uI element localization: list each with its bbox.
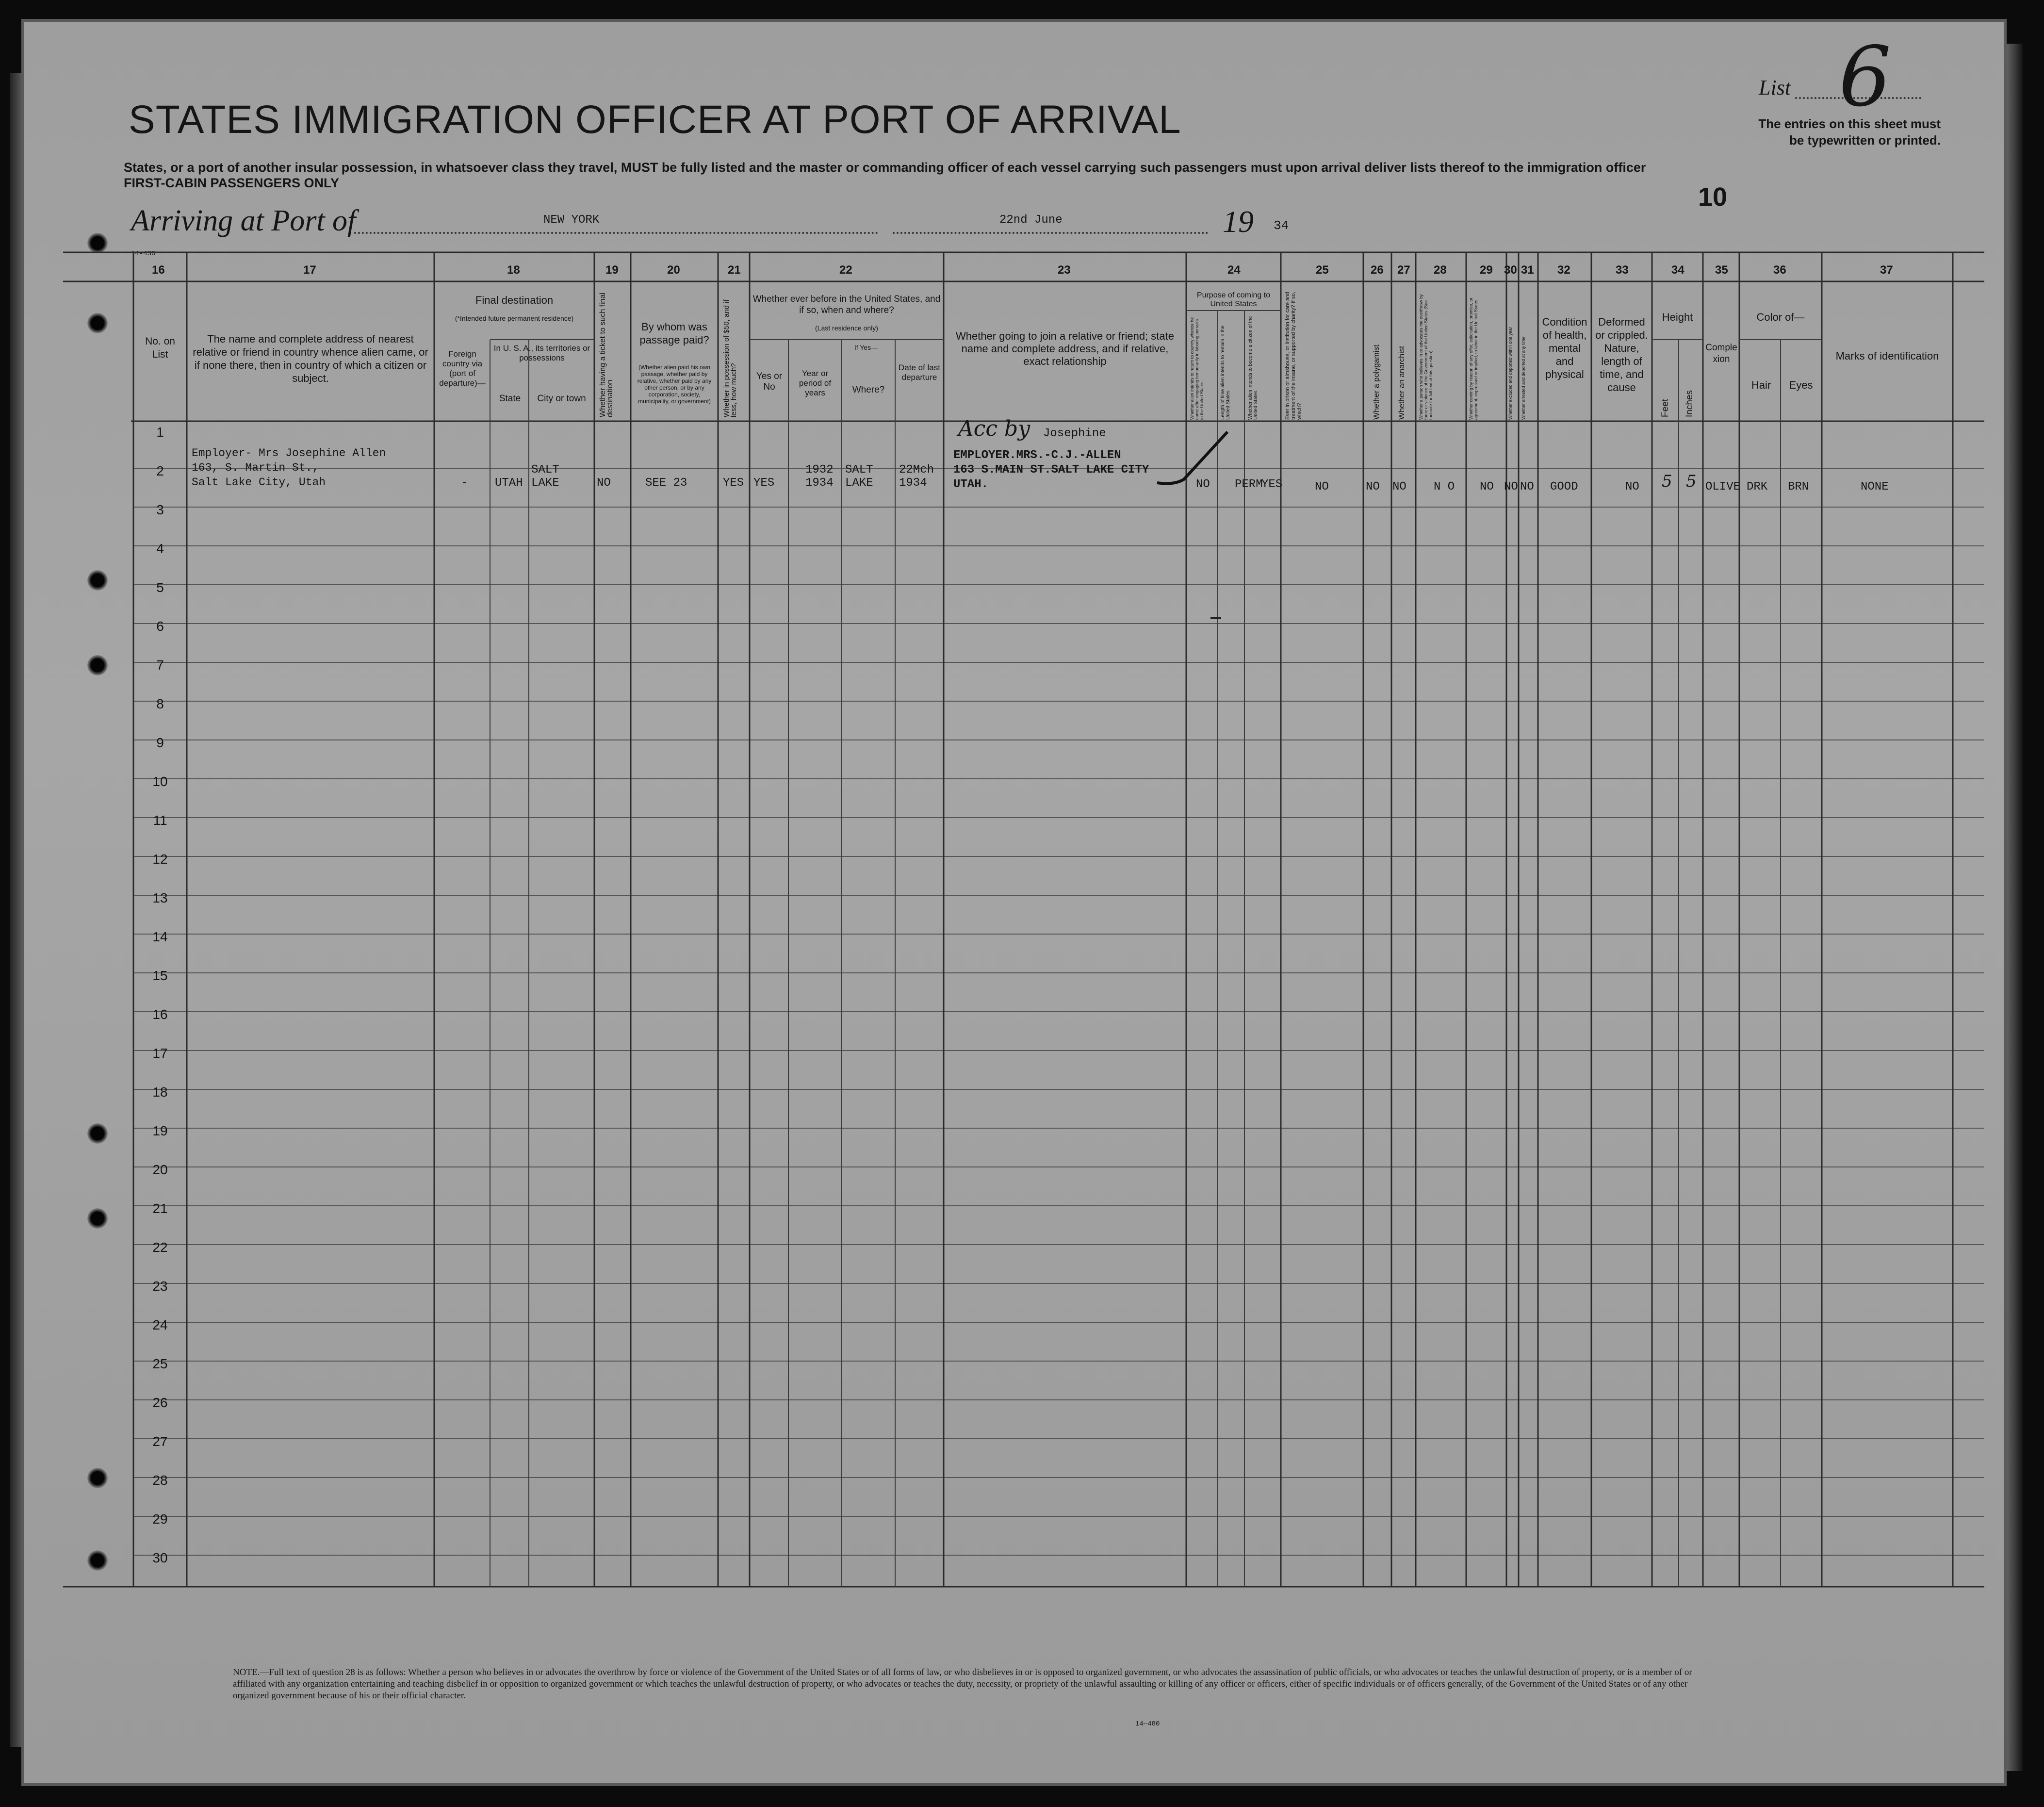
heading-by-whom-paid-note: (Whether alien paid his own passage, whether paid by relative, whether paid by any other person, or by any corporation, society, municipality, or government) xyxy=(637,364,712,405)
heading-possession-50: Whether in possession of $50, and if less, how much? xyxy=(722,299,738,417)
row-number: 28 xyxy=(152,1473,168,1488)
entry-polygamist: NO xyxy=(1366,480,1380,493)
row-number: 18 xyxy=(152,1084,168,1100)
stray-mark xyxy=(1210,617,1221,619)
arriving-label: Arriving at Port of xyxy=(131,204,356,237)
heading-purpose-citizen: Whether alien intends to become a citizen of the United States xyxy=(1248,316,1259,420)
column-number: 37 xyxy=(1880,263,1893,277)
row-number: 22 xyxy=(152,1240,168,1255)
column-number: 25 xyxy=(1316,263,1329,277)
entry-hair: DRK xyxy=(1747,480,1768,493)
entry-departure-date: 1934 xyxy=(899,476,927,490)
column-number: 22 xyxy=(839,263,852,277)
heading-final-destination-note: (*Intended future permanent residence) xyxy=(455,314,574,322)
column-number: 29 xyxy=(1480,263,1493,277)
column-number: 16 xyxy=(152,263,165,277)
heading-ticket: Whether having a ticket to such final destination xyxy=(599,292,614,417)
column-number: 19 xyxy=(605,263,619,277)
heading-complexion: Complexion xyxy=(1705,343,1737,364)
row-number: 11 xyxy=(153,813,167,828)
entry-period: 1932 xyxy=(805,463,834,476)
heading-city-or-town: City or town xyxy=(537,394,586,404)
row-number: 13 xyxy=(152,890,168,905)
heading-prison: Ever in prison or almshouse, or institution for care and treatment of the insane, or supported by charity? If so, which? xyxy=(1285,292,1302,420)
port-value: NEW YORK xyxy=(543,214,600,227)
entry-q28: N O xyxy=(1434,480,1455,493)
entry-city: SALT xyxy=(531,463,559,476)
column-number: 28 xyxy=(1434,263,1447,277)
entry-feet: 5 xyxy=(1662,472,1672,491)
heading-year-or-period: Year or period of years xyxy=(799,369,832,397)
entry-eyes: BRN xyxy=(1788,480,1809,493)
date-value: 22nd June xyxy=(999,214,1063,227)
row-number: 29 xyxy=(152,1511,168,1527)
column-number: 18 xyxy=(507,263,520,277)
entry-period: 1934 xyxy=(805,476,834,490)
row-number: 5 xyxy=(156,580,164,595)
heading-date-last-departure: Date of last departure xyxy=(899,363,940,382)
entry-join-name: Josephine xyxy=(1043,427,1106,440)
heading-where: Where? xyxy=(852,385,885,395)
heading-if-yes: If Yes— xyxy=(854,344,878,351)
heading-join-relative: Whether going to join a relative or friend; state name and complete address, and if relative, exact relationship xyxy=(955,330,1175,367)
column-number: 34 xyxy=(1671,263,1684,277)
entry-foreign-country: - xyxy=(461,476,468,490)
row-number: 25 xyxy=(152,1356,168,1371)
heading-yes-or-no: Yes or No xyxy=(756,371,783,392)
entry-citizen: YES xyxy=(1261,478,1283,491)
entry-paid-by: SEE 23 xyxy=(645,476,687,490)
heading-eyes: Eyes xyxy=(1789,379,1813,391)
entry-deformed: NO xyxy=(1625,480,1639,493)
header-instruction-line: States, or a port of another insular possession, in whatsoever class they travel, MUST be fully listed and the master or commanding officer of each vessel carrying such passengers must upon arrival deliver lists thereof to the immigration officer xyxy=(124,160,1646,175)
heading-inches: Inches xyxy=(1684,390,1695,417)
heading-purpose: Purpose of coming to United States xyxy=(1196,291,1271,308)
row-number: 21 xyxy=(152,1201,168,1216)
column-number: 30 xyxy=(1504,263,1517,277)
row-number: 30 xyxy=(152,1550,168,1565)
column-number: 24 xyxy=(1227,263,1241,277)
entry-inches: 5 xyxy=(1686,472,1697,491)
column-number: 20 xyxy=(667,263,680,277)
entry-anarchist: NO xyxy=(1392,480,1406,493)
heading-q29: Whether coming by reason of any offer, solicitation, promise, or agreement, expressed or implied, to labor in the United States xyxy=(1469,297,1478,420)
heading-q31: Whether arrested and deported at any time xyxy=(1521,336,1526,420)
entry-possession-50: YES xyxy=(723,476,744,490)
list-label: List xyxy=(1759,76,1791,99)
instruction-line: be typewritten or printed. xyxy=(1789,133,1941,148)
entry-q30: NO xyxy=(1504,480,1518,493)
heading-nearest-relative: The name and complete address of nearest relative or friend in country whence alien came, or if none there, then in country of which a citizen or subject. xyxy=(193,333,428,384)
row-number: 4 xyxy=(156,541,164,556)
row-number: 17 xyxy=(152,1046,168,1061)
entry-complexion: OLIVE xyxy=(1705,480,1741,493)
heading-final-destination: Final destination xyxy=(475,294,554,306)
year-prefix: 19 xyxy=(1223,204,1254,239)
column-number: 21 xyxy=(728,263,741,277)
column-number: 35 xyxy=(1715,263,1728,277)
entry-where: LAKE xyxy=(845,476,873,490)
footnote-code: 14—480 xyxy=(1135,1720,1160,1728)
row-number: 8 xyxy=(156,696,164,711)
column-number: 27 xyxy=(1397,263,1410,277)
row-number: 16 xyxy=(152,1007,168,1022)
column-number: 36 xyxy=(1773,263,1786,277)
column-number: 23 xyxy=(1058,263,1071,277)
heading-height: Height xyxy=(1662,311,1693,323)
row-number: 23 xyxy=(152,1279,168,1294)
form-code: 14-430 xyxy=(131,250,156,258)
heading-purpose-length: Length of time alien intends to remain in the United States xyxy=(1220,325,1231,420)
row-number: 12 xyxy=(152,852,168,867)
entry-join-annotation: Acc by xyxy=(958,416,1030,441)
row-number: 10 xyxy=(152,774,168,789)
row-number: 19 xyxy=(152,1123,168,1138)
heading-deformed: Deformed or crippled. Nature, length of time, and cause xyxy=(1595,316,1648,394)
heading-q30: Whether excluded and deported within one year xyxy=(1508,327,1513,420)
entry-join-line: 163 S.MAIN ST.SALT LAKE CITY xyxy=(953,463,1149,476)
entry-ticket: NO xyxy=(597,476,611,490)
entry-q29: NO xyxy=(1480,480,1494,493)
heading-condition: Condition of health, mental and physical xyxy=(1542,316,1587,380)
entry-relative-line: Employer- Mrs Josephine Allen xyxy=(192,447,386,460)
entry-q31: NO xyxy=(1520,480,1534,493)
row-number: 26 xyxy=(152,1395,168,1410)
row-number: 7 xyxy=(156,657,164,673)
row-number: 20 xyxy=(152,1162,168,1177)
entry-length: PERM xyxy=(1235,478,1263,491)
row-number: 9 xyxy=(156,735,164,750)
heading-polygamist: Whether a polygamist xyxy=(1373,345,1381,420)
heading-marks: Marks of identification xyxy=(1835,350,1939,362)
heading-ever-before: Whether ever before in the United States, and if so, when and where? xyxy=(752,294,941,315)
entry-return: NO xyxy=(1196,478,1210,491)
column-number: 31 xyxy=(1521,263,1534,277)
first-cabin-label: FIRST-CABIN PASSENGERS ONLY xyxy=(124,176,340,190)
row-number: 2 xyxy=(156,463,164,478)
row-number: 6 xyxy=(156,619,164,634)
check-mark xyxy=(1155,427,1232,490)
column-number: 26 xyxy=(1371,263,1384,277)
row-number: 1 xyxy=(156,425,164,440)
heading-foreign-country: Foreign country via (port of departure)— xyxy=(439,349,486,388)
entry-where: SALT xyxy=(845,463,873,476)
heading-no-on-list: No. on List xyxy=(145,336,175,360)
entry-join-line: UTAH. xyxy=(953,478,989,491)
entry-ever-before: YES xyxy=(753,476,775,490)
entry-relative-line: Salt Lake City, Utah xyxy=(192,476,326,489)
heading-feet: Feet xyxy=(1660,398,1670,417)
row-number: 24 xyxy=(152,1317,168,1332)
heading-by-whom-paid: By whom was passage paid? xyxy=(639,321,709,346)
year-suffix: 34 xyxy=(1274,218,1289,233)
heading-purpose-return: Whether alien intends to return to country whence he came after engaging temporarily in laboring pursuits in the United States xyxy=(1190,317,1204,420)
column-number: 17 xyxy=(303,263,316,277)
entry-state: UTAH xyxy=(495,476,523,490)
entry-join-line: EMPLOYER.MRS.-C.J.-ALLEN xyxy=(953,449,1121,462)
row-number: 14 xyxy=(152,929,168,944)
entry-relative-line: 163, S. Martin St., xyxy=(192,461,319,474)
entry-departure-date: 22Mch xyxy=(899,463,934,476)
column-number: 33 xyxy=(1616,263,1629,277)
entry-marks: NONE xyxy=(1861,480,1889,493)
list-number: 6 xyxy=(1839,29,1892,125)
entry-city: LAKE xyxy=(531,476,559,490)
page-number: 10 xyxy=(1698,182,1728,212)
heading-state: State xyxy=(499,394,521,404)
heading-in-usa: In U. S. A., its territories or possessions xyxy=(493,344,590,362)
footnote-question-28: NOTE.—Full text of question 28 is as follows: Whether a person who believes in or advocates the overthrow by force or violence of the Government of the United States or of all forms of law, or who disbelieves in or is opposed to organized government, or who advocates the assassination of public officials, or who advocates or teaches the unlawful destruction of property, or is a member of or affiliated with any organization entertaining and teaching disbelief in or opposition to organized government or which teaches the unlawful destruction of property, or who advocates or teaches the duty, necessity, or propriety of the unlawful assaulting or killing of any officer or officers, either of specific individuals or of officers generally, of the Government of the United States or of any other organized government because of his or their official character. xyxy=(233,1667,1692,1701)
heading-anarchist: Whether an anarchist xyxy=(1398,345,1406,420)
column-number: 32 xyxy=(1557,263,1570,277)
heading-color-of: Color of— xyxy=(1756,311,1805,323)
heading-last-residence: (Last residence only) xyxy=(815,324,878,332)
entry-prison: NO xyxy=(1315,480,1329,493)
heading-hair: Hair xyxy=(1751,379,1771,391)
page-title: STATES IMMIGRATION OFFICER AT PORT OF ARRIVAL xyxy=(129,98,1181,142)
row-number: 27 xyxy=(152,1434,168,1449)
row-number: 3 xyxy=(156,502,164,517)
heading-q28: Whether a person who believes in or advocates the overthrow by force or violence of the Government of the United States (See footnote for full text of this question) xyxy=(1419,294,1433,420)
row-number: 15 xyxy=(152,968,168,983)
instruction-line: The entries on this sheet must xyxy=(1758,116,1941,131)
entry-condition: GOOD xyxy=(1550,480,1578,493)
